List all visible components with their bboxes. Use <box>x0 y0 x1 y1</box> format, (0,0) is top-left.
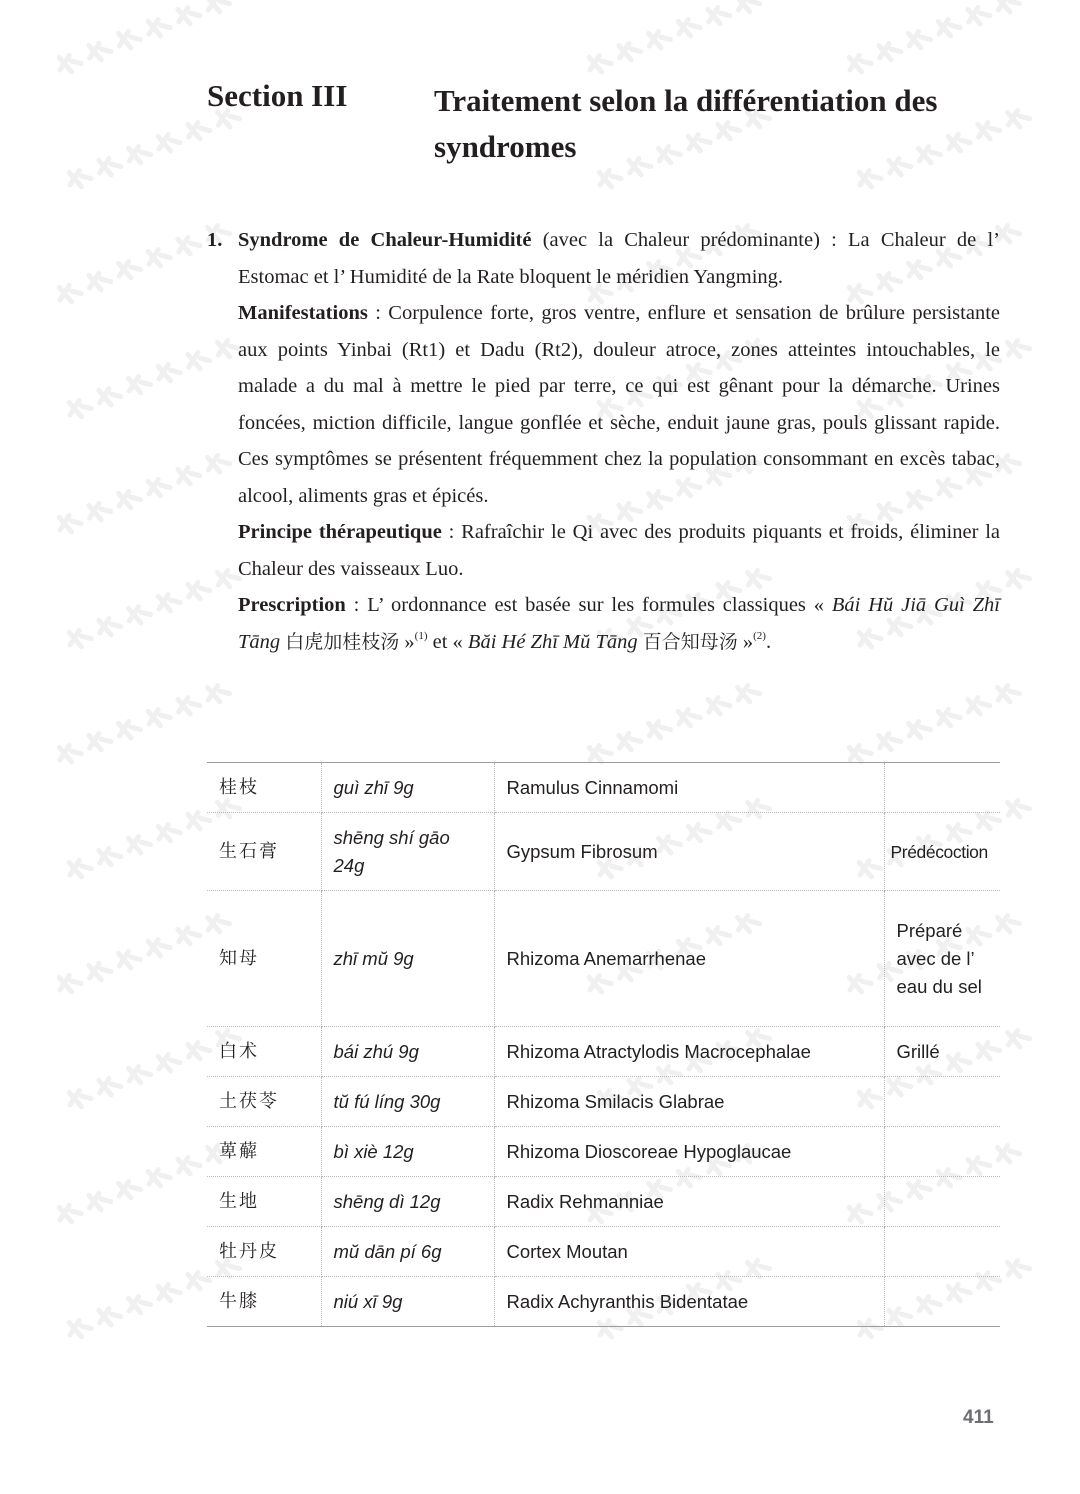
herb-latin: Ramulus Cinnamomi <box>494 763 884 813</box>
watermark-mark <box>56 911 231 996</box>
herb-chinese: 牡丹皮 <box>207 1227 321 1277</box>
herb-chinese: 牛膝 <box>207 1277 321 1327</box>
formula2-close: » <box>737 630 754 653</box>
formula1-close: » <box>399 630 415 653</box>
prescription-paragraph <box>238 587 1000 660</box>
herb-pinyin-dose: guì zhī 9g <box>321 763 494 813</box>
herb-note <box>884 1177 1000 1227</box>
herb-pinyin-dose: shēng shí gāo 24g <box>321 813 494 891</box>
herb-latin: Rhizoma Smilacis Glabrae <box>494 1077 884 1127</box>
herb-note <box>884 1227 1000 1277</box>
herb-note <box>884 763 1000 813</box>
watermark-mark <box>56 681 231 766</box>
watermark-mark <box>66 106 241 191</box>
table-row <box>207 813 1000 891</box>
table-row <box>207 1277 1000 1327</box>
manifestations-text: : Corpulence forte, gros ventre, enflure et sensation de brûlure persistante aux points Yinbai (Rt1) et Dadu (Rt2), douleur atroce, zones atteintes intouchables, le malade a du mal à mettre le pied par terre, ce qui est gênant pour la démarche. Urines foncées, miction difficile, langue gonflée et sèche, enduit jaune gras, pouls glissant rapide. Ces symptômes se présentent fréquemment chez la population consommant en excès tabac, alcool, aliments gras et épicés. <box>238 302 1000 507</box>
watermark-mark <box>586 0 761 76</box>
prescription-label: Prescription <box>238 594 346 616</box>
item-body <box>238 222 1000 660</box>
herb-latin: Gypsum Fibrosum <box>494 813 884 891</box>
table-row <box>207 763 1000 813</box>
watermark-mark <box>56 0 231 76</box>
principle-paragraph <box>238 514 1000 587</box>
herb-table <box>207 762 1000 1327</box>
herb-latin: Rhizoma Dioscoreae Hypoglaucae <box>494 1127 884 1177</box>
watermark-mark <box>56 221 231 306</box>
syndrome-heading: Syndrome de Chaleur-Humidité <box>238 229 532 251</box>
prescription-end: . <box>765 630 772 653</box>
herb-pinyin-dose: tŭ fú líng 30g <box>321 1077 494 1127</box>
herb-note: Préparé avec de l’ eau du sel <box>884 891 1000 1027</box>
formula1-chinese: 白虎加桂枝汤 <box>285 630 400 653</box>
watermark-mark <box>66 566 241 651</box>
table-row <box>207 1027 1000 1077</box>
watermark-mark <box>846 0 1021 76</box>
herb-chinese: 生地 <box>207 1177 321 1227</box>
formula1-pinyin: Bái Hŭ Jiā Guì Zhī Tāng <box>238 594 1000 653</box>
table-row <box>207 1077 1000 1127</box>
herb-latin: Radix Achyranthis Bidentatae <box>494 1277 884 1327</box>
item-heading-paragraph <box>238 222 1000 295</box>
table-row <box>207 891 1000 1027</box>
formula2-chinese: 百合知母汤 <box>642 630 738 653</box>
herb-pinyin-dose: bái zhú 9g <box>321 1027 494 1077</box>
herb-chinese: 土茯苓 <box>207 1077 321 1127</box>
herb-note: Prédécoction <box>884 813 1000 891</box>
herb-note <box>884 1127 1000 1177</box>
formula2-pinyin: Băi Hé Zhī Mŭ Tāng <box>467 630 643 653</box>
watermark-mark <box>586 681 761 766</box>
watermark-mark <box>56 451 231 536</box>
herb-pinyin-dose: bì xiè 12g <box>321 1127 494 1177</box>
section-title: Traitement selon la différentiation des syndromes <box>434 83 938 164</box>
herb-note: Grillé <box>884 1027 1000 1077</box>
manifestations-label: Manifestations <box>238 302 368 324</box>
prescription-text-2: et « <box>427 630 468 653</box>
item-number: 1. <box>207 229 223 251</box>
table-row <box>207 1177 1000 1227</box>
watermark-mark <box>56 1141 231 1226</box>
watermark-mark <box>66 336 241 421</box>
herb-latin: Radix Rehmanniae <box>494 1177 884 1227</box>
table-row <box>207 1227 1000 1277</box>
prescription-text-1: : L’ ordonnance est basée sur les formules classiques « <box>345 594 832 616</box>
principle-text: : Rafraîchir le Qi avec des produits piquants et froids, éliminer la Chaleur des vaisseaux Luo. <box>238 521 1000 580</box>
herb-pinyin-dose: shēng dì 12g <box>321 1177 494 1227</box>
herb-note <box>884 1277 1000 1327</box>
syndrome-heading-rest: (avec la Chaleur prédominante) : La Chaleur de l’ Estomac et l’ Humidité de la Rate bloquent le méridien Yangming. <box>238 229 1000 288</box>
herb-chinese: 萆薢 <box>207 1127 321 1177</box>
footnote-ref-1: (1) <box>414 629 428 642</box>
herb-latin: Cortex Moutan <box>494 1227 884 1277</box>
herb-chinese: 桂枝 <box>207 763 321 813</box>
table-row <box>207 1127 1000 1177</box>
herb-chinese: 白术 <box>207 1027 321 1077</box>
herb-chinese: 知母 <box>207 891 321 1027</box>
herb-pinyin-dose: niú xī 9g <box>321 1277 494 1327</box>
section-label: Section III <box>207 78 348 113</box>
footnote-ref-2: (2) <box>753 629 766 642</box>
herb-latin: Rhizoma Atractylodis Macrocephalae <box>494 1027 884 1077</box>
page-number: 411 <box>963 1407 994 1428</box>
watermark-mark <box>846 681 1021 766</box>
herb-pinyin-dose: mŭ dān pí 6g <box>321 1227 494 1277</box>
manifestations-paragraph <box>238 295 1000 514</box>
herb-note <box>884 1077 1000 1127</box>
principle-label: Principe thérapeutique <box>238 521 442 543</box>
herb-chinese: 生石膏 <box>207 813 321 891</box>
herb-pinyin-dose: zhī mŭ 9g <box>321 891 494 1027</box>
herb-latin: Rhizoma Anemarrhenae <box>494 891 884 1027</box>
